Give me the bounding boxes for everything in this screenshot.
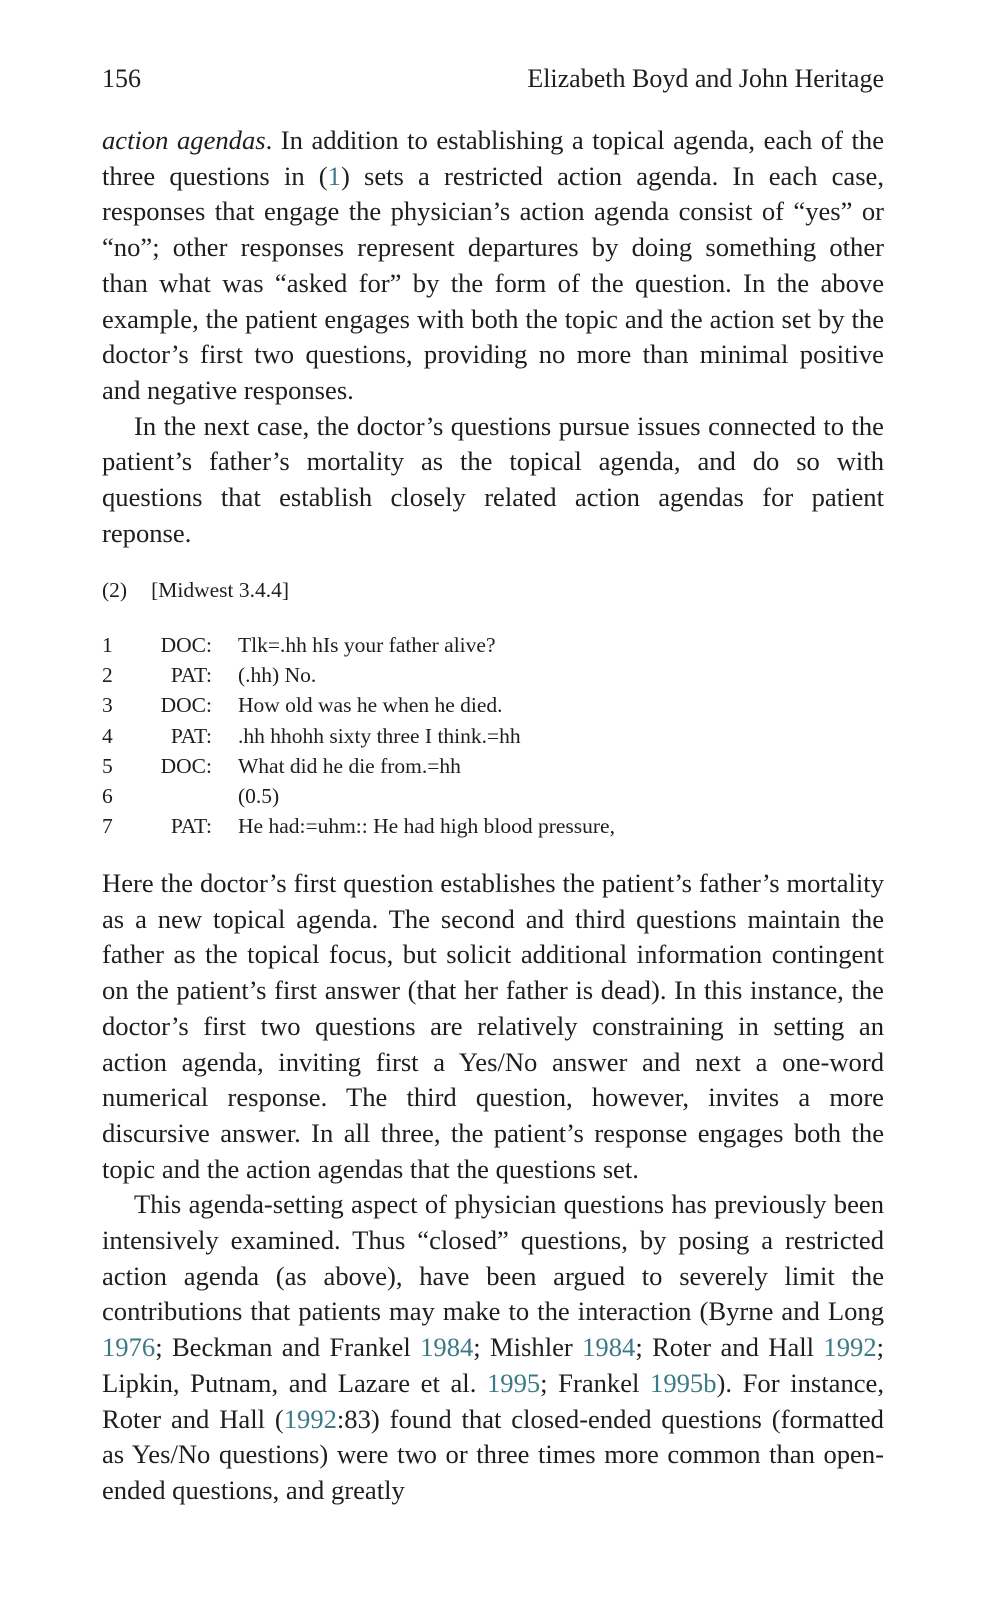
- text-run: ; Lipkin, Putnam, and Lazare et al.: [102, 1332, 884, 1398]
- running-head-authors: Elizabeth Boyd and John Heritage: [527, 64, 884, 93]
- paragraph: Here the doctor’s first question establishes the patient’s father’s mortality as a new topical agenda. The second and third questions maintain the father as the topical focus, but solicit additional information contingent on the patient’s first answer (that her father is dead). In this instance, the doctor’s first two questions are relatively constraining in setting an action agenda, inviting first a Yes/No answer and next a one-word numerical response. The third question, however, invites a more discursive answer. In all three, the patient’s response engages both the topic and the action agendas that the questions set.: [102, 868, 884, 1184]
- text-run: :83) found that closed-ended questions (formatted as Yes/No questions) were two or three times more common than open-ended questions, and greatly: [102, 1403, 884, 1505]
- speaker-label: DOC:: [160, 753, 212, 778]
- line-number: 2: [102, 663, 113, 688]
- text-run: ; Mishler: [473, 1332, 583, 1363]
- text-run: This agenda-setting aspect of physician questions has previously been intensively examined. Thus “closed” questions, by posing a restricted action agenda (as above), have been argued to severely limit the contributions that patients may make to the interaction (Byrne and Long: [102, 1189, 884, 1327]
- citation-link[interactable]: 1995: [486, 1367, 541, 1398]
- speaker-label: PAT:: [170, 723, 212, 748]
- transcript-line: [102, 690, 884, 720]
- line-number: 5: [102, 753, 113, 778]
- line-number: 4: [102, 723, 113, 748]
- text-run: ; Roter and Hall: [635, 1332, 824, 1363]
- line-number: 1: [102, 633, 113, 657]
- utterance-text: How old was he when he died.: [238, 693, 503, 718]
- line-number: 7: [102, 814, 113, 839]
- transcript-example: [102, 575, 884, 841]
- example-number: (2): [102, 578, 128, 602]
- transcript-line: [102, 630, 884, 660]
- speaker-label: PAT:: [170, 663, 212, 688]
- example-reference-link[interactable]: 1: [327, 160, 341, 191]
- transcript-line: [102, 721, 884, 751]
- citation-link[interactable]: 1992: [823, 1332, 877, 1363]
- citation-link[interactable]: 1976: [102, 1332, 156, 1363]
- text-block-bottom: [102, 866, 884, 1509]
- utterance-text: (.hh) No.: [238, 663, 317, 688]
- text-run: ) sets a restricted action agenda. In each case, responses that engage the physician’s action agenda consist of “yes” or “no”; other responses represent departures by doing something other than what was “asked for” by the form of the question. In the above example, the patient engages with both the topic and the action set by the doctor’s first two questions, providing no more than minimal positive and negative responses.: [102, 160, 884, 405]
- line-number: 6: [102, 783, 113, 808]
- text-block-top: [102, 123, 884, 551]
- text-run: ). For instance, Roter and Hall (: [102, 1367, 884, 1434]
- page-number: 156: [102, 64, 141, 93]
- transcript-lines: [102, 630, 884, 841]
- utterance-text: Tlk=.hh hIs your father alive?: [238, 633, 496, 657]
- transcript-line: [102, 660, 884, 690]
- running-head: [102, 64, 884, 94]
- speaker-label: PAT:: [170, 814, 212, 839]
- citation-link[interactable]: 1984: [420, 1332, 474, 1363]
- text-run: ; Frankel: [540, 1367, 651, 1398]
- transcript-line: [102, 751, 884, 781]
- speaker-label: [152, 781, 238, 811]
- paragraph: [102, 1187, 884, 1508]
- text-run: ; Beckman and Frankel: [155, 1332, 421, 1363]
- utterance-text: (0.5): [238, 783, 280, 808]
- utterance-text: What did he die from.=hh: [238, 753, 461, 778]
- text-run: . In addition to establishing a topical agenda, each of the three questions in (: [102, 125, 884, 191]
- speaker-label: DOC:: [160, 633, 212, 657]
- citation-link[interactable]: 1995b: [650, 1367, 717, 1398]
- utterance-text: He had:=uhm:: He had high blood pressure,: [238, 814, 615, 839]
- citation-link[interactable]: 1984: [582, 1332, 636, 1363]
- citation-link[interactable]: 1992: [283, 1403, 337, 1434]
- example-source: [Midwest 3.4.4]: [151, 578, 290, 602]
- paragraph: In the next case, the doctor’s questions pursue issues connected to the patient’s father’s mortality as the topical agenda, and do so with questions that establish closely related action agendas for patient reponse.: [102, 410, 884, 548]
- example-header: [102, 575, 884, 605]
- speaker-label: DOC:: [160, 693, 212, 718]
- transcript-line: [102, 781, 884, 811]
- italic-term: action agendas: [102, 125, 266, 155]
- line-number: 3: [102, 693, 113, 718]
- paragraph: [102, 123, 884, 409]
- utterance-text: .hh hhohh sixty three I think.=hh: [238, 723, 521, 748]
- transcript-line: [102, 811, 884, 841]
